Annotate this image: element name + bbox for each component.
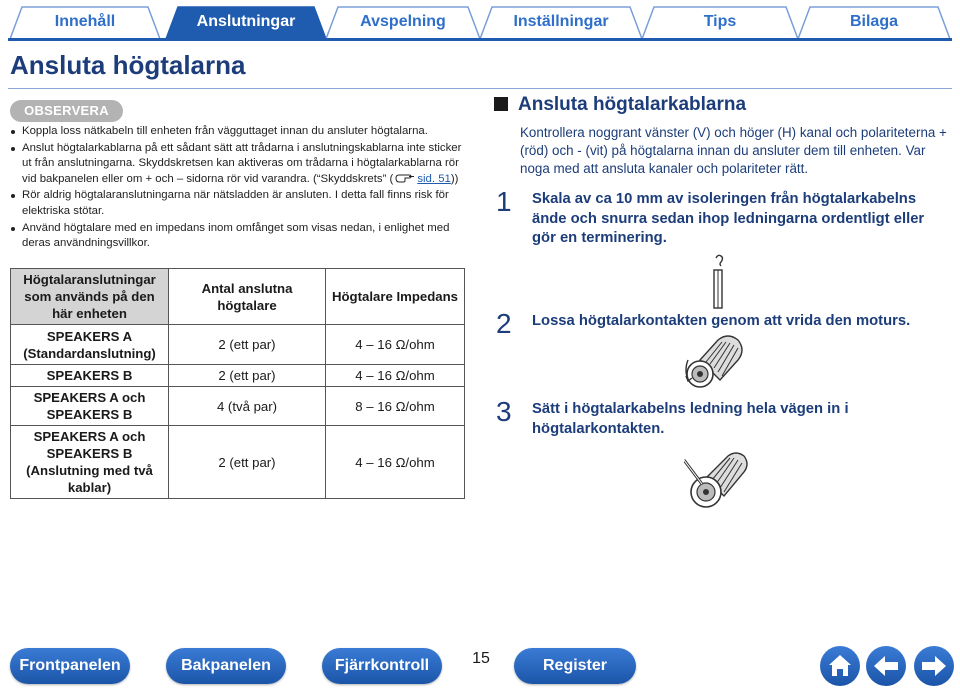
section-marker-icon — [494, 97, 508, 111]
table-cell: 2 (ett par) — [169, 365, 326, 387]
frontpanelen-button[interactable]: Frontpanelen — [10, 648, 130, 684]
register-button[interactable]: Register — [514, 648, 636, 684]
note-bullet — [10, 188, 462, 219]
note-bullet — [10, 221, 462, 252]
table-cell: SPEAKERS A (Standardanslutning) — [11, 325, 169, 365]
note-bullet-text: Använd högtalare med en impedans inom omfånget som visas nedan, i enlighet med deras användningsvillkor. — [22, 221, 450, 250]
table-cell: 2 (ett par) — [169, 325, 326, 365]
step-number: 2 — [496, 308, 512, 339]
bakpanelen-button[interactable]: Bakpanelen — [166, 648, 286, 684]
step-text: Sätt i högtalarkabelns ledning hela vägen in i högtalarkontakten. — [532, 401, 849, 437]
table-cell: 4 – 16 Ω/ohm — [326, 365, 465, 387]
title-divider — [8, 88, 952, 89]
table-row — [11, 387, 465, 426]
page-number: 15 — [472, 650, 490, 667]
section-heading: Ansluta högtalarkablarna — [518, 94, 747, 115]
arrow-right-icon — [914, 646, 954, 686]
bullet-dot — [11, 194, 15, 198]
wire-insert-illustration — [684, 440, 764, 516]
section-intro: Kontrollera noggrant vänster (V) och höger (H) kanal och polariteterna + (röd) och - (vit) på högtalarna innan du ansluter dem till enheten. Var noga med att ansluta kanaler och polariteter rätt. — [520, 125, 947, 176]
stripped-wire-illustration — [700, 252, 736, 310]
step-text: Skala av ca 10 mm av isoleringen från högtalarkabelns ände och snurra sedan ihop ledningarna ordentligt eller gör en terminering. — [532, 191, 925, 246]
tab-innehall[interactable]: Innehåll — [54, 13, 116, 30]
page-title: Ansluta högtalarna — [10, 50, 246, 80]
table-cell: 4 – 16 Ω/ohm — [326, 426, 465, 499]
home-icon — [820, 646, 860, 686]
table-row — [11, 426, 465, 499]
previous-page-button[interactable] — [866, 646, 906, 686]
tab-underline — [8, 38, 952, 41]
page-51-link[interactable]: sid. 51 — [417, 172, 451, 185]
home-button[interactable] — [820, 646, 860, 686]
table-cell: SPEAKERS A och SPEAKERS B (Anslutning med två kablar) — [11, 426, 169, 499]
step-text: Lossa högtalarkontakten genom att vrida den moturs. — [532, 313, 911, 329]
note-bullet-text: Rör aldrig högtalaranslutningarna när nätsladden är ansluten. I detta fall finns risk för elektriska stötar. — [22, 189, 449, 217]
table-header-cell: Högtalaranslutningar som används på den här enheten — [11, 269, 169, 325]
note-bullet-text: Anslut högtalarkablarna på ett sådant sätt att trådarna i anslutningskablarna inte sticker ut från anslutningarna. Skyddskretsen kan aktiveras om trådarna i högtalarkablarna rör vid bakpanelen eller om + och – sidorna rör vid varandra. (“Skyddskrets” — [22, 141, 462, 185]
table-row — [11, 365, 465, 387]
note-bullet — [10, 124, 462, 140]
tab-installningar[interactable]: Inställningar — [513, 13, 609, 30]
tab-avspelning[interactable]: Avspelning — [360, 13, 446, 30]
tab-bilaga[interactable]: Bilaga — [849, 13, 898, 30]
bullet-dot — [11, 130, 15, 134]
table-cell: 4 – 16 Ω/ohm — [326, 325, 465, 365]
next-page-button[interactable] — [914, 646, 954, 686]
table-cell: SPEAKERS B — [11, 365, 169, 387]
table-cell: SPEAKERS A och SPEAKERS B — [11, 387, 169, 426]
arrow-left-icon — [866, 646, 906, 686]
step-number: 3 — [496, 396, 512, 427]
speaker-impedance-table — [10, 268, 465, 499]
table-header-row — [11, 269, 465, 325]
note-bullet-list — [10, 124, 462, 253]
bullet-dot — [11, 147, 15, 151]
step-number: 1 — [496, 186, 512, 217]
reference-open: ( — [389, 172, 394, 185]
table-header-cell: Antal anslutna högtalare — [169, 269, 326, 325]
tab-tips[interactable]: Tips — [703, 13, 737, 30]
pointing-hand-icon — [395, 172, 415, 183]
tab-anslutningar[interactable]: Anslutningar — [196, 13, 296, 30]
table-header-cell: Högtalare Impedans — [326, 269, 465, 325]
table-cell: 4 (två par) — [169, 387, 326, 426]
note-bullet — [10, 141, 462, 188]
speaker-terminal-loosen-illustration — [684, 330, 756, 396]
top-tab-bar — [8, 4, 952, 40]
table-row — [11, 325, 465, 365]
table-cell: 8 – 16 Ω/ohm — [326, 387, 465, 426]
bullet-dot — [11, 227, 15, 231]
table-cell: 2 (ett par) — [169, 426, 326, 499]
fjarrkontroll-button[interactable]: Fjärrkontroll — [322, 648, 442, 684]
reference-close: )) — [450, 172, 459, 185]
note-bullet-text: Koppla loss nätkabeln till enheten från vägguttaget innan du ansluter högtalarna. — [22, 125, 428, 137]
note-badge: OBSERVERA — [10, 100, 123, 122]
